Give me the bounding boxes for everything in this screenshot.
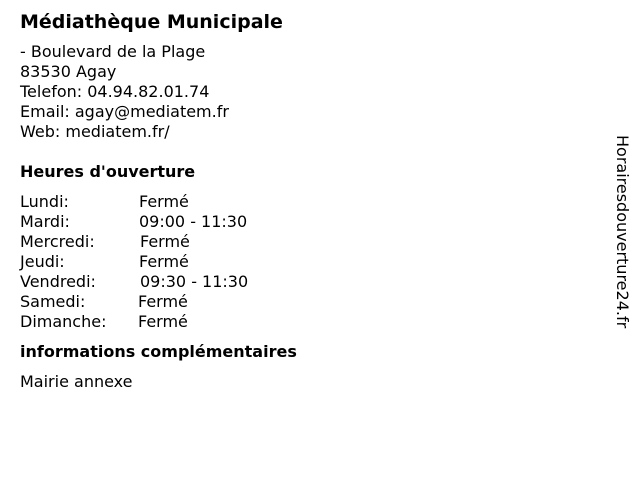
- day-label: Lundi:: [20, 192, 69, 211]
- info-heading: informations complémentaires: [20, 342, 297, 361]
- day-label: Samedi:: [20, 292, 86, 311]
- day-label: Vendredi:: [20, 272, 96, 291]
- address-street: - Boulevard de la Plage: [20, 42, 206, 61]
- site-watermark-text: Horairesdouverture24.fr: [613, 135, 632, 329]
- hours-heading: Heures d'ouverture: [20, 162, 196, 181]
- hours-row-vendredi: [20, 272, 600, 292]
- day-label: Mardi:: [20, 212, 70, 231]
- day-hours: Fermé: [139, 252, 189, 271]
- day-label: Jeudi:: [20, 252, 65, 271]
- day-hours: Fermé: [138, 312, 188, 331]
- hours-row-lundi: [20, 192, 600, 212]
- listing-card: [20, 10, 600, 392]
- day-hours: Fermé: [140, 232, 190, 251]
- place-title: Médiathèque Municipale: [20, 11, 283, 33]
- address-city: 83530 Agay: [20, 62, 117, 81]
- opening-hours-table: [20, 192, 600, 332]
- day-hours: 09:30 - 11:30: [140, 272, 249, 291]
- web-line[interactable]: Web: mediatem.fr/: [20, 122, 170, 141]
- hours-row-samedi: [20, 292, 600, 312]
- hours-row-jeudi: [20, 252, 600, 272]
- day-hours: Fermé: [139, 192, 189, 211]
- day-label: Mercredi:: [20, 232, 95, 251]
- hours-row-dimanche: [20, 312, 600, 332]
- hours-row-mercredi: [20, 232, 600, 252]
- hours-row-mardi: [20, 212, 600, 232]
- site-watermark[interactable]: [612, 135, 632, 345]
- email-line[interactable]: Email: agay@mediatem.fr: [20, 102, 229, 121]
- info-text: Mairie annexe: [20, 372, 133, 391]
- phone-line[interactable]: Telefon: 04.94.82.01.74: [20, 82, 210, 101]
- contact-block: [20, 42, 600, 142]
- day-label: Dimanche:: [20, 312, 107, 331]
- day-hours: Fermé: [138, 292, 188, 311]
- day-hours: 09:00 - 11:30: [139, 212, 248, 231]
